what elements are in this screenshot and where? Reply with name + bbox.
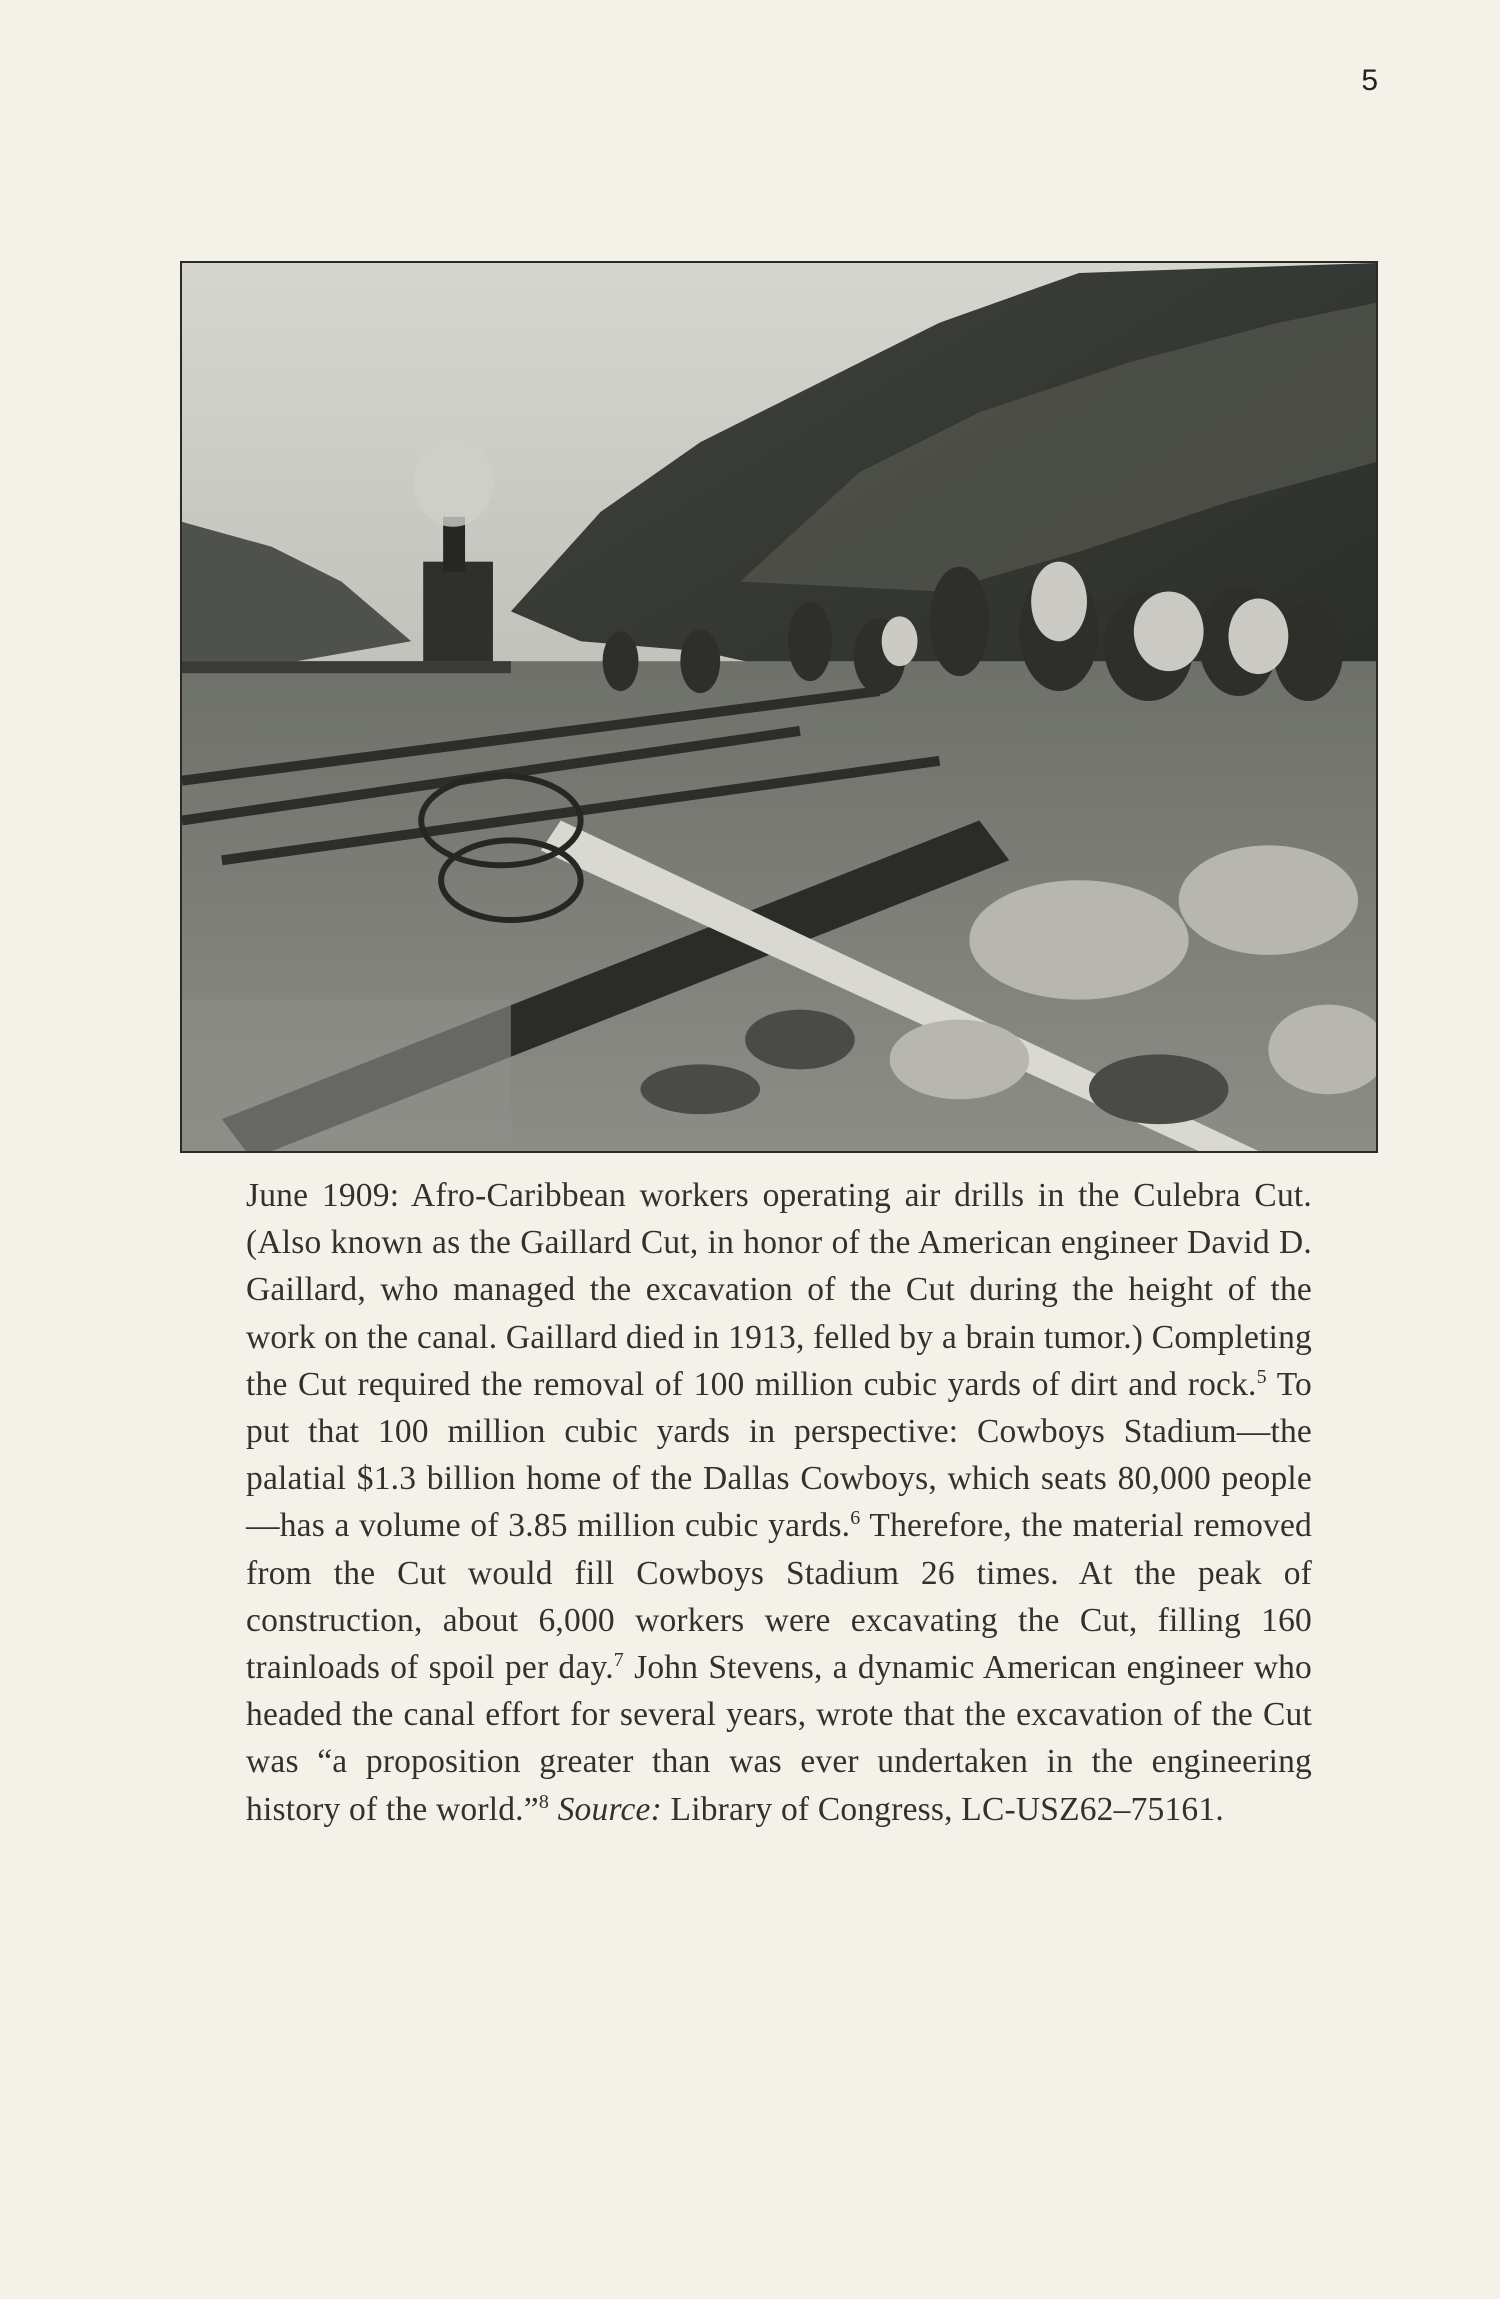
footnote-ref-7: 7 — [613, 1648, 624, 1671]
caption-text-2: To put that 100 million cubic yards in perspective: Cowboys Stadium—the palatial $1.3 billion home of the Dallas Cowboys, which seats 80,000 people—has a volume of 3.85 million cubic yards. — [246, 1365, 1312, 1545]
source-citation: Library of Congress, LC-USZ62–75161. — [661, 1790, 1224, 1828]
caption-text-3: Therefore, the material removed from the Cut would fill Cowboys Stadium 26 times. At the peak of construction, about 6,000 workers were excavating the Cut, filling 160 trainloads of spoil per day. — [246, 1507, 1312, 1687]
historical-photograph — [180, 261, 1378, 1153]
figure-caption — [246, 1172, 1312, 1833]
culebra-cut-photo-illustration — [182, 263, 1376, 1151]
caption-paragraph — [246, 1172, 1312, 1833]
caption-text-1: June 1909: Afro-Caribbean workers operating air drills in the Culebra Cut. (Also known as the Gaillard Cut, in honor of the American engineer David D. Gaillard, who managed the excavation of the Cut during the height of the work on the canal. Gaillard died in 1913, felled by a brain tumor.) Completing the Cut required the removal of 100 million cubic yards of dirt and rock. — [246, 1177, 1312, 1403]
source-label: Source: — [557, 1790, 662, 1828]
footnote-ref-5: 5 — [1256, 1365, 1267, 1388]
footnote-ref-6: 6 — [850, 1507, 861, 1530]
footnote-ref-8: 8 — [538, 1790, 550, 1813]
page-number: 5 — [1361, 64, 1378, 97]
caption-text-4: John Stevens, a dynamic American engineer who headed the canal effort for several years, wrote that the excavation of the Cut was “a proposition greater than was ever undertaken in the engineering history of the world.” — [246, 1649, 1312, 1828]
